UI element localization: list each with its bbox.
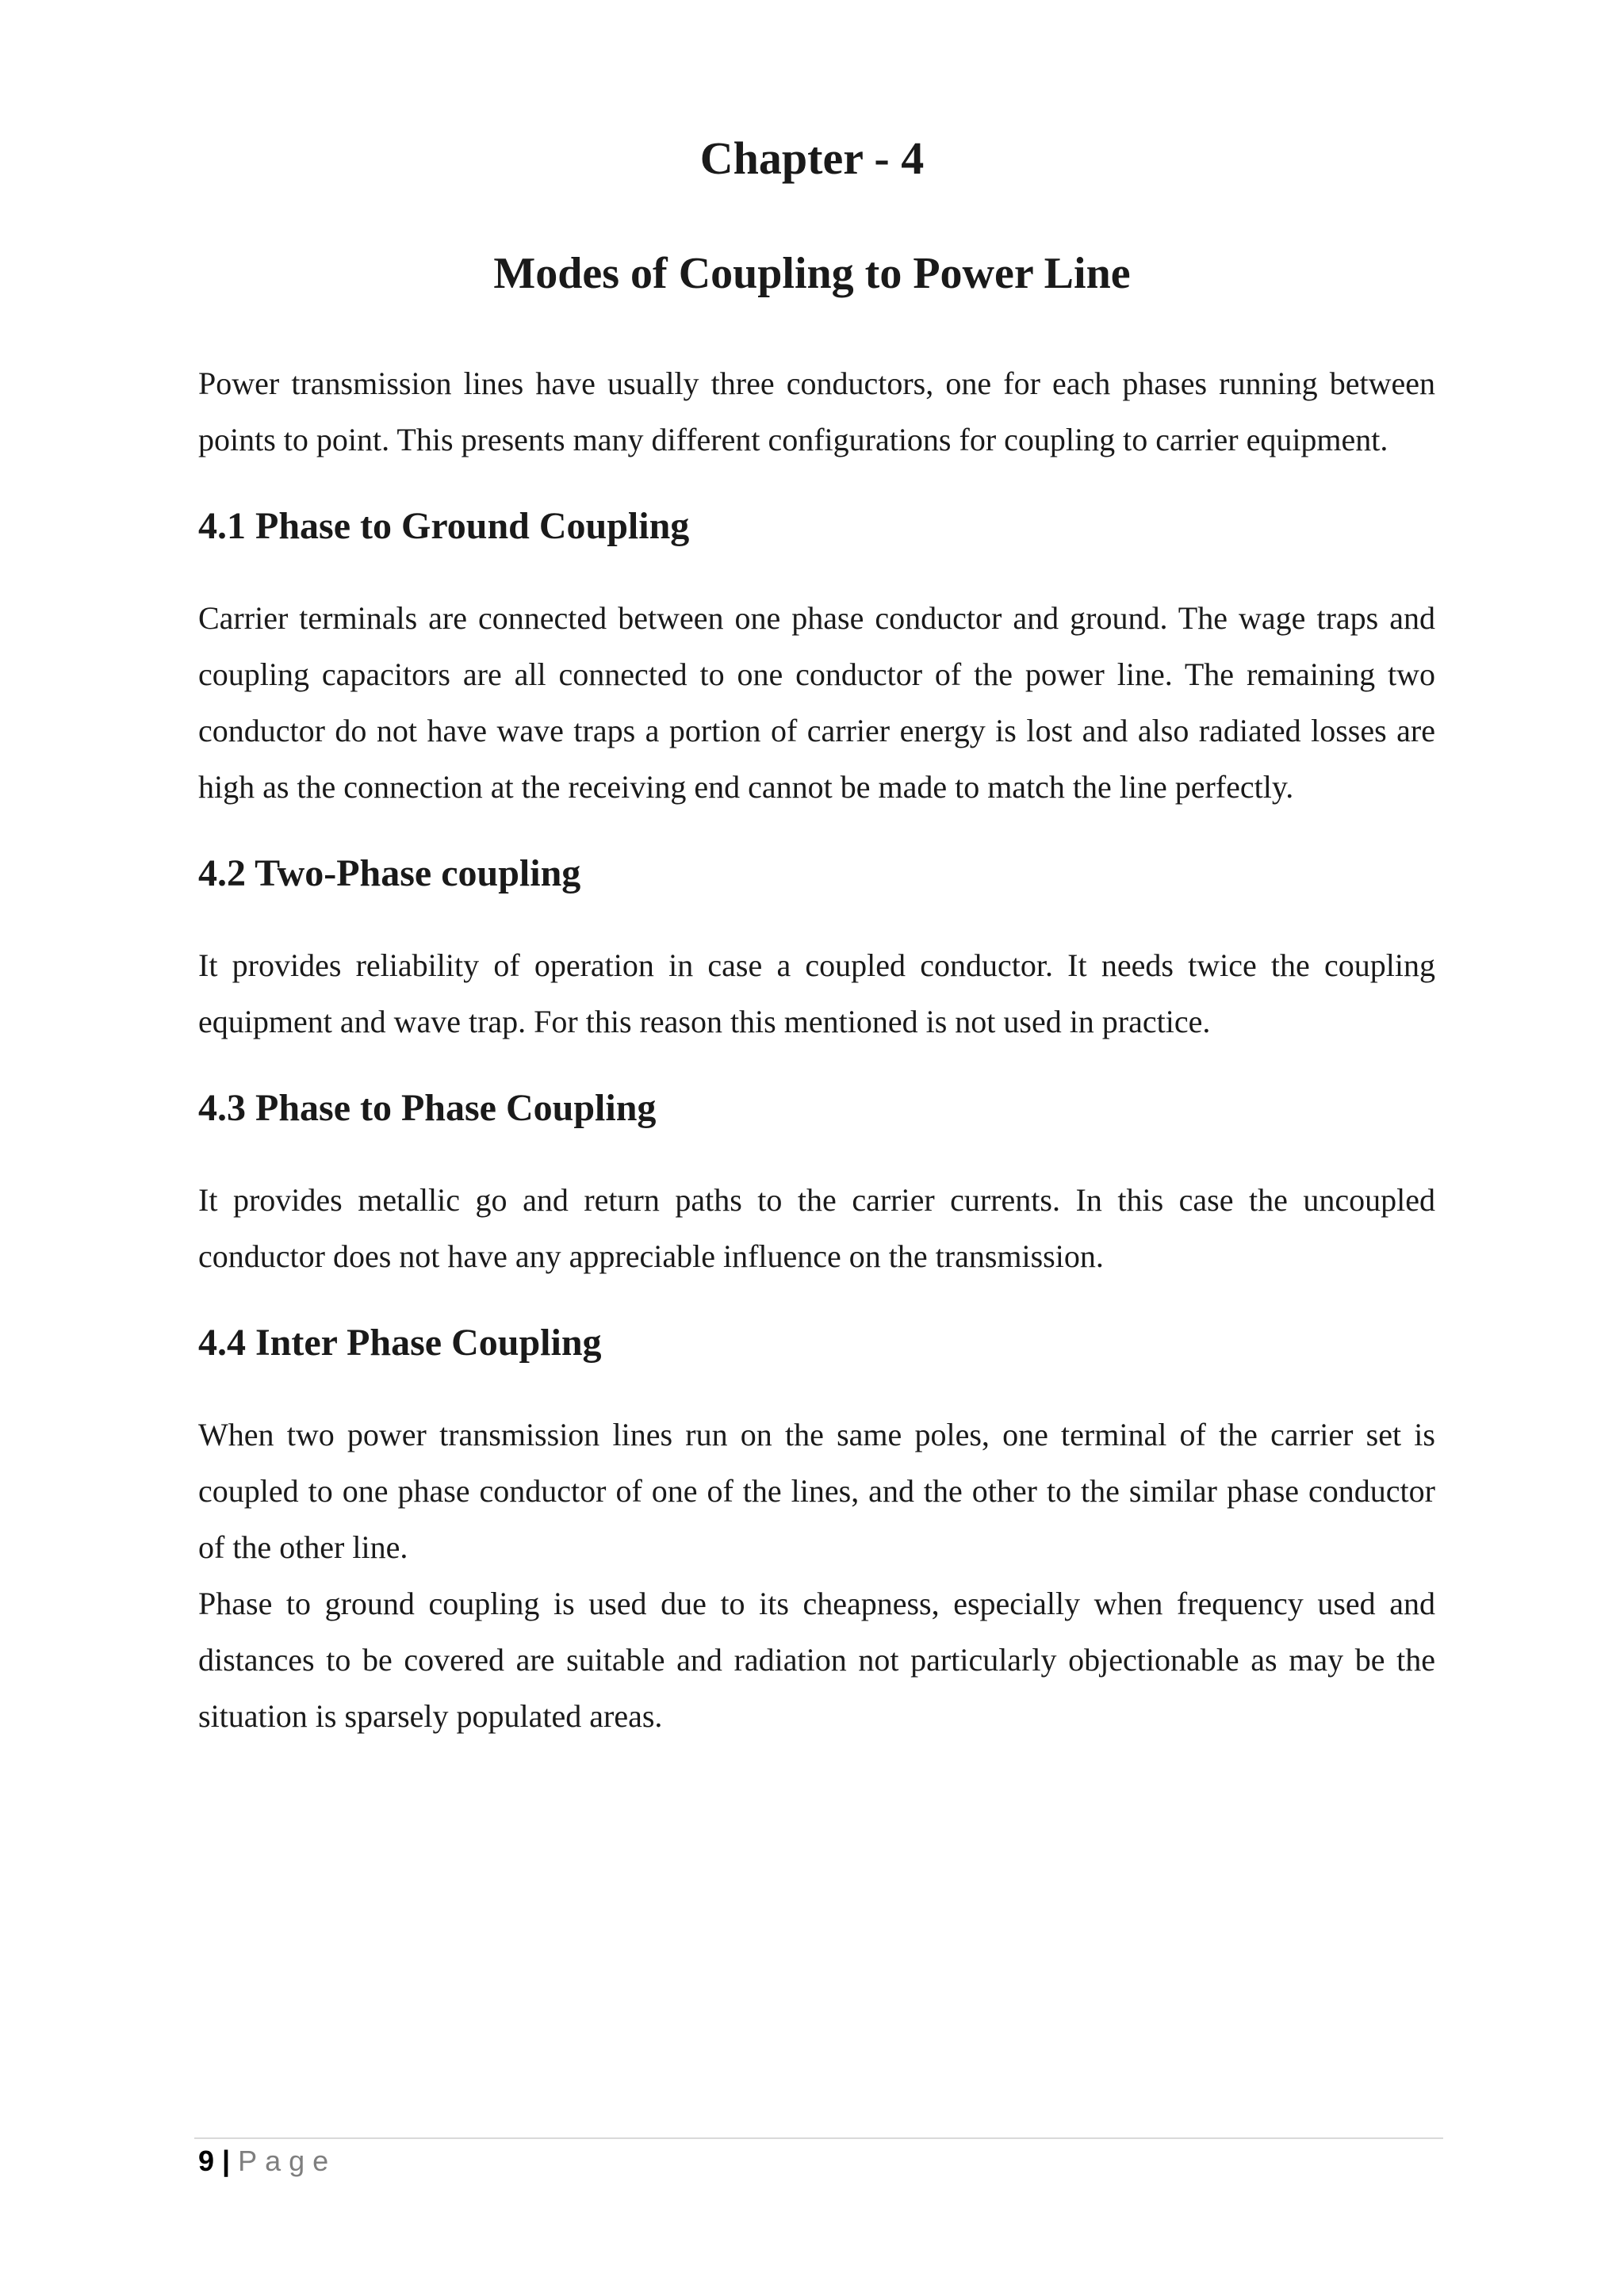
section-4-4-paragraph-1: When two power transmission lines run on the same poles, one terminal of the carrier set is coupled to one phase conductor of one of the lines, and the other to the similar phase conductor of the other line. [198,1417,1435,1565]
chapter-title: Modes of Coupling to Power Line [493,249,1131,298]
section-heading-4-3: 4.3 Phase to Phase Coupling [198,1087,657,1129]
footer-divider [194,2137,1443,2139]
section-4-3-paragraph: It provides metallic go and return paths to the carrier currents. In this case the uncoupled conductor does not have any appreciable influence on the transmission. [198,1182,1435,1274]
section-4-2-paragraph: It provides reliability of operation in case a coupled conductor. It needs twice the coupling equipment and wave trap. For this reason this mentioned is not used in practice. [198,947,1435,1039]
footer-separator: | [222,2145,231,2177]
page-label: Page [238,2145,337,2177]
page-footer [198,2142,336,2180]
chapter-label: Chapter - 4 [699,132,925,184]
section-heading-4-4: 4.4 Inter Phase Coupling [198,1322,602,1364]
body-content [198,355,1435,1744]
section-4-4-paragraph-2: Phase to ground coupling is used due to its cheapness, especially when frequency used and distances to be covered are suitable and radiation not particularly objectionable as may be the situation is sparsely populated areas. [198,1586,1435,1734]
section-heading-4-2: 4.2 Two-Phase coupling [198,852,581,894]
intro-paragraph: Power transmission lines have usually three conductors, one for each phases running between points to point. This presents many different configurations for coupling to carrier equipment. [198,365,1435,457]
section-4-1-paragraph: Carrier terminals are connected between one phase conductor and ground. The wage traps and coupling capacitors are all connected to one conductor of the power line. The remaining two conductor do not have wave traps a portion of carrier energy is lost and also radiated losses are high as the connection at the receiving end cannot be made to match the line perfectly. [198,600,1435,805]
page-number: 9 [198,2145,215,2177]
section-heading-4-1: 4.1 Phase to Ground Coupling [198,505,690,547]
